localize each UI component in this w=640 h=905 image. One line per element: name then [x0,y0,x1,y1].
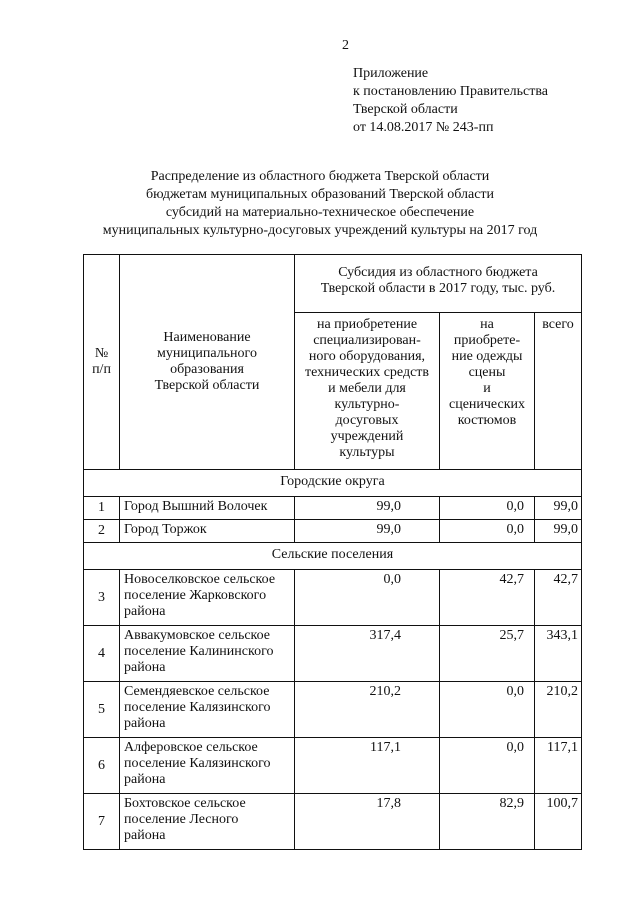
row-total: 117,1 [535,738,582,794]
row-total: 42,7 [535,570,582,626]
row-municipality: Новоселковское сельское поселение Жарковского района [120,570,295,626]
header-subsidy-group: Субсидия из областного бюджета Тверской области в 2017 году, тыс. руб. [295,255,582,313]
row-total: 343,1 [535,626,582,682]
title-line: Распределение из областного бюджета Тверской области [150,169,490,184]
row-municipality: Бохтовское сельское поселение Лесного района [120,794,295,850]
row-municipality: Город Вышний Волочек [120,497,295,520]
row-number: 6 [84,738,120,794]
appendix-note [353,65,548,137]
table-header-row [84,255,582,313]
table-row [84,794,582,850]
row-total: 99,0 [535,497,582,520]
row-costumes: 0,0 [440,520,535,543]
table-row [84,570,582,626]
row-costumes: 0,0 [440,497,535,520]
row-municipality: Алферовское сельское поселение Калязинского района [120,738,295,794]
table-row [84,682,582,738]
header-number: № п/п [84,255,120,470]
row-equipment: 17,8 [295,794,440,850]
table-row [84,626,582,682]
row-equipment: 99,0 [295,520,440,543]
section-row [84,543,582,570]
appendix-line: Приложение [353,66,429,81]
title-line: бюджетам муниципальных образований Тверской области [145,187,495,202]
header-municipality: Наименование муниципального образования Тверской области [120,255,295,470]
header-costumes: на приобрете- ние одежды сцены и сценических костюмов [440,313,535,470]
table-row [84,497,582,520]
row-total: 99,0 [535,520,582,543]
row-equipment: 317,4 [295,626,440,682]
title-line: субсидий на материально-техническое обеспечение [165,205,475,220]
header-equipment: на приобретение специализирован- ного оборудования, технических средств и мебели для культурно- досуговых учреждений культуры [295,313,440,470]
header-total: всего [535,313,582,470]
row-number: 7 [84,794,120,850]
row-equipment: 210,2 [295,682,440,738]
section-title: Сельские поселения [84,543,582,570]
row-municipality: Семендяевское сельское поселение Калязинского района [120,682,295,738]
row-total: 210,2 [535,682,582,738]
title-line: муниципальных культурно-досуговых учреждений культуры на 2017 год [102,223,538,238]
row-costumes: 42,7 [440,570,535,626]
section-row [84,470,582,497]
section-title: Городские округа [84,470,582,497]
row-costumes: 25,7 [440,626,535,682]
row-equipment: 99,0 [295,497,440,520]
row-number: 1 [84,497,120,520]
row-equipment: 0,0 [295,570,440,626]
row-costumes: 0,0 [440,682,535,738]
row-number: 4 [84,626,120,682]
row-costumes: 82,9 [440,794,535,850]
document-title [0,168,640,240]
row-number: 5 [84,682,120,738]
appendix-line: от 14.08.2017 № 243-пп [353,120,494,135]
row-number: 2 [84,520,120,543]
row-equipment: 117,1 [295,738,440,794]
row-costumes: 0,0 [440,738,535,794]
table-row [84,738,582,794]
row-municipality: Город Торжок [120,520,295,543]
page-number: 2 [342,38,349,53]
row-total: 100,7 [535,794,582,850]
row-municipality: Аввакумовское сельское поселение Калининского района [120,626,295,682]
row-number: 3 [84,570,120,626]
appendix-line: к постановлению Правительства [353,84,549,99]
table-row [84,520,582,543]
appendix-line: Тверской области [353,102,458,117]
subsidy-table [83,254,582,850]
